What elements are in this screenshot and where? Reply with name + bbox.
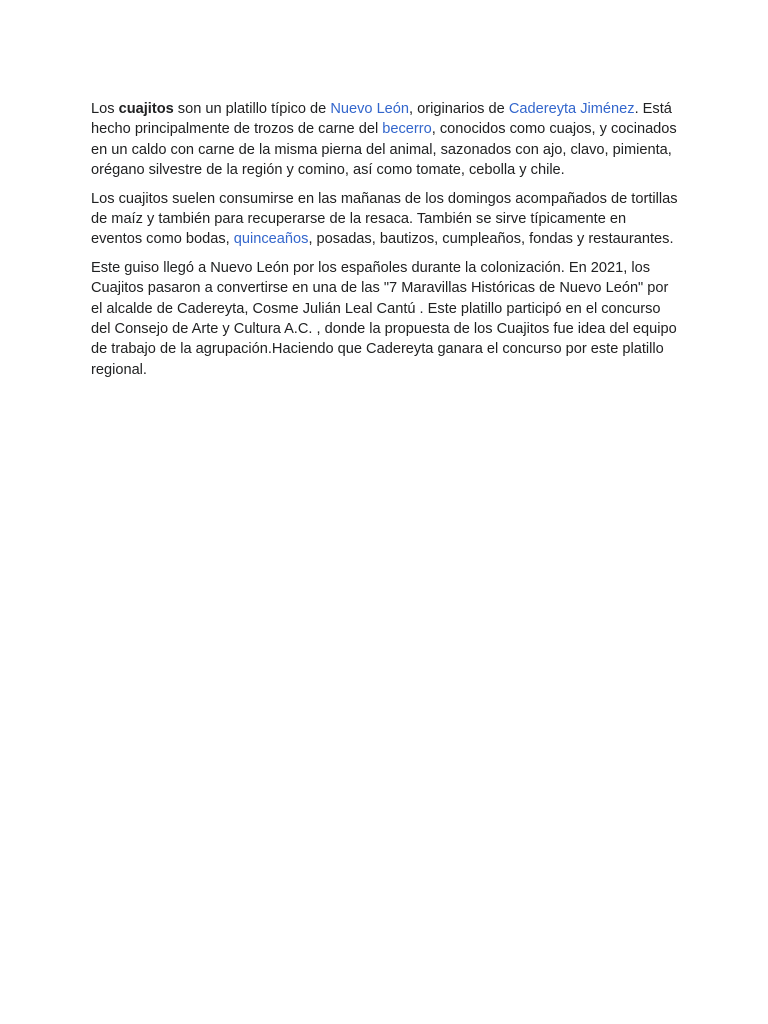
bold-term: cuajitos — [118, 101, 174, 117]
link-becerro[interactable]: becerro — [382, 121, 432, 138]
paragraph-text: Los cuajitos suelen consumirse en las mañanas de los domingos acompañados de tortillas de maíz y también para recuperarse de la resaca. También se sirve típicamente en eventos como bodas, — [91, 190, 678, 248]
paragraph-text: . Está hecho principalmente de trozos de carne del — [91, 101, 672, 138]
paragraph-text: , originarios de — [409, 101, 509, 117]
link-cadereyta-jimenez[interactable]: Cadereyta Jiménez — [508, 101, 635, 117]
link-nuevo-leon[interactable]: Nuevo León — [330, 101, 410, 117]
paragraph-history — [91, 258, 681, 380]
link-quinceanos[interactable]: quinceaños — [233, 231, 309, 248]
article-body — [91, 99, 681, 388]
paragraph-text: Los — [91, 101, 119, 117]
paragraph-text: , posadas, bautizos, cumpleaños, fondas y restaurantes. — [308, 231, 674, 248]
paragraph-text: , conocidos como cuajos, y cocinados en un caldo con carne de la misma pierna del animal, sazonados con ajo, clavo, pimienta, orégano silvestre de la región y comino, así como tomate, cebolla y chile. — [91, 121, 677, 179]
paragraph-intro — [91, 99, 681, 181]
paragraph-consumption — [91, 189, 681, 250]
paragraph-text: Este guiso llegó a Nuevo León por los españoles durante la colonización. En 2021, los Cuajitos pasaron a convertirse en una de las "7 Maravillas Históricas de Nuevo León" por el alcalde de Cadereyta, Cosme Julián Leal Cantú . Este platillo participó en el concurso del Consejo de Arte y Cultura A.C. , donde la propuesta de los Cuajitos fue idea del equipo de trabajo de la agrupación.Haciendo que Cadereyta ganara el concurso por este platillo regional. — [91, 259, 677, 378]
paragraph-text: son un platillo típico de — [173, 101, 331, 117]
